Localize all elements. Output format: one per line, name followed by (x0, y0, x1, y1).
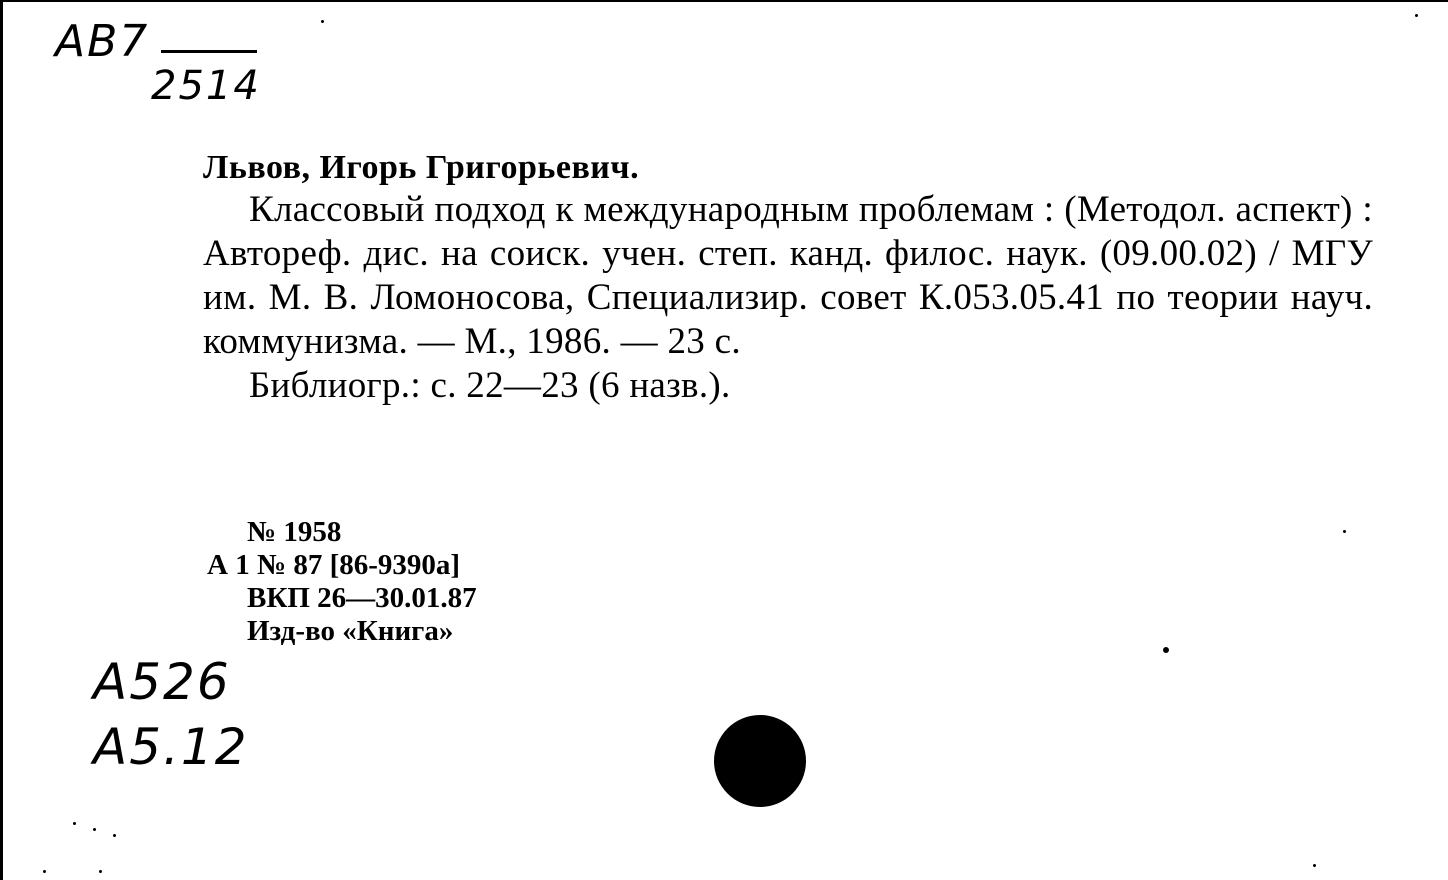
scan-speck (73, 822, 76, 825)
handwritten-code-bottom: 2514 (151, 63, 261, 109)
scan-speck (1415, 14, 1418, 17)
meta-vkp: ВКП 26—30.01.87 (247, 582, 477, 614)
scan-speck (99, 870, 102, 873)
handwritten-code-top: АВ7 (55, 16, 150, 67)
meta-number: № 1958 (247, 516, 342, 548)
publication-meta (207, 516, 477, 648)
meta-publisher: Изд-во «Книга» (247, 615, 454, 647)
bibliographic-entry (203, 148, 1373, 408)
punch-hole (714, 715, 806, 807)
scan-speck (1163, 647, 1169, 653)
author-heading: Львов, Игорь Григорьевич. (203, 149, 640, 186)
scan-speck (1313, 864, 1316, 867)
shelf-mark-2: А5.12 (93, 718, 249, 776)
fraction-rule (161, 50, 257, 53)
shelf-mark-1: А526 (93, 653, 231, 711)
scan-speck (93, 828, 96, 831)
scan-speck (113, 834, 116, 837)
scan-speck (1343, 530, 1346, 533)
title-description: Классовый подход к международным проблемам : (Методол. аспект) : Автореф. дис. на соиск. учен. степ. канд. филос. наук. (09.00.02) / МГУ им. М. В. Ломоносова, Специализир. совет К.053.05.41 по теории науч. коммунизма. — М., 1986. — 23 с. (203, 189, 1373, 362)
meta-series: А 1 № 87 [86-9390а] (207, 549, 461, 581)
bibliography-note: Библиогр.: с. 22—23 (6 назв.). (249, 365, 731, 406)
scan-speck (321, 20, 324, 23)
scan-speck (43, 870, 46, 873)
